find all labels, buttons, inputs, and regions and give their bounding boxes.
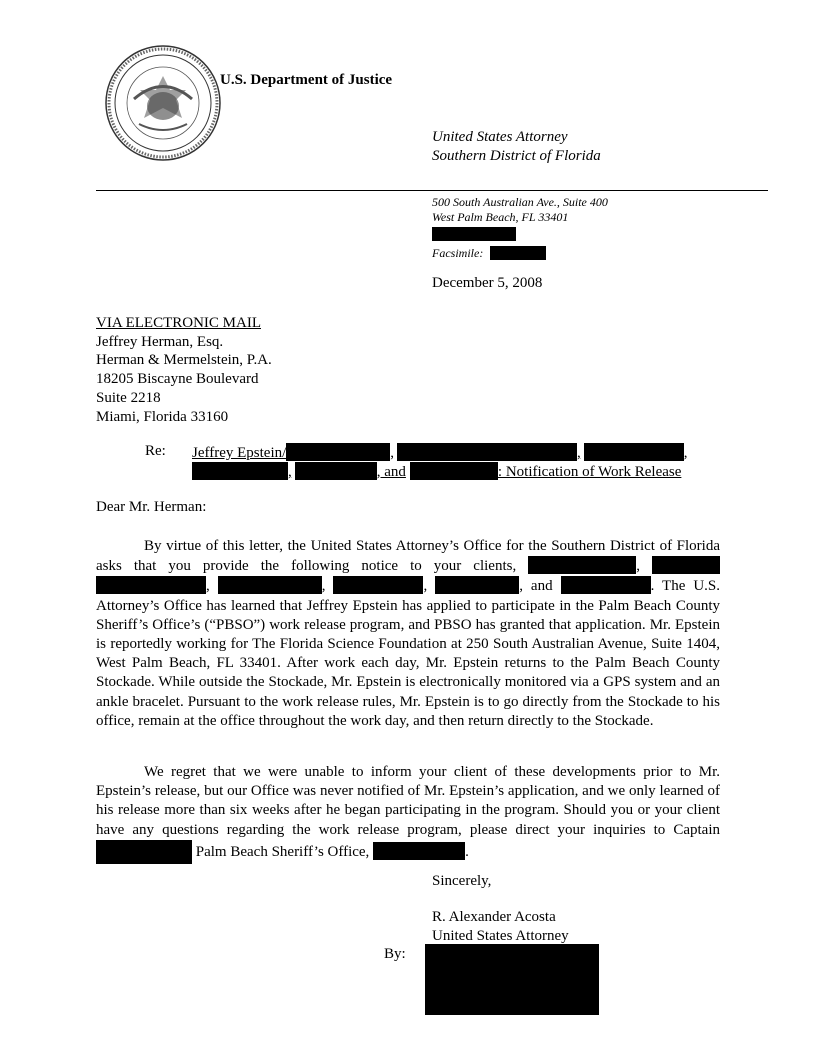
- re-separator: ,: [577, 445, 581, 461]
- p1-text-b: . The U.S. Attorney’s Office has learned that Jeffrey Epstein has applied to participate in the Palm Beach County Sheriff’s Office’s (“PBSO”) work release program, and PBSO has granted that application. Mr. Epstein is reportedly working for The Florida Science Foundation at 250 South Australian Avenue, Suite 1404, West Palm Beach, FL 33401. After work each day, Mr. Epstein returns to the Palm Beach County Stockade. While outside the Stockade, Mr. Epstein is electronically monitored via a GPS system and an ankle bracelet. Pursuant to the work release rules, Mr. Epstein is to go directly from the Stockade to his office, remain at the office throughout the work day, and then return directly to the Stockade.: [96, 578, 721, 729]
- redaction: [561, 576, 651, 594]
- p2-text-a: We regret that we were unable to inform your client of these developments prior to Mr. Epstein’s release, but our Office was never notified of Mr. Epstein’s application, and we only learned of his release more than six weeks after he began participating in the program. Should you or your client have any questions regarding the work release program, please direct your inquiries to Captain: [96, 764, 720, 838]
- recipient-name: Jeffrey Herman, Esq.: [96, 333, 224, 350]
- address-line-2: West Palm Beach, FL 33401: [432, 210, 569, 224]
- salutation: Dear Mr. Herman:: [96, 499, 207, 515]
- recipient-street: 18205 Biscayne Boulevard: [96, 371, 259, 388]
- re-label: Re:: [145, 443, 166, 459]
- p2-text-c: .: [465, 843, 469, 860]
- fax-label: Facsimile:: [432, 246, 484, 260]
- re-separator: ,: [683, 445, 688, 461]
- doj-seal-logo: [104, 44, 222, 162]
- address-line-1: 500 South Australian Ave., Suite 400: [432, 195, 608, 209]
- p1-sep: ,: [321, 578, 326, 595]
- recipient-suite: Suite 2218: [96, 389, 161, 406]
- body-paragraph-2: [96, 763, 720, 864]
- redacted-phone: [432, 227, 516, 241]
- redaction: [410, 462, 498, 480]
- redacted-fax: [490, 246, 546, 260]
- redaction: [96, 840, 192, 864]
- p1-sep: ,: [636, 558, 640, 575]
- re-prefix: Jeffrey Epstein/: [192, 445, 287, 461]
- letterhead-divider: [96, 190, 768, 191]
- body-paragraph-1: [96, 537, 720, 731]
- letter-date: December 5, 2008: [432, 275, 543, 291]
- re-separator: ,: [390, 445, 395, 461]
- delivery-method: VIA ELECTRONIC MAIL: [96, 315, 261, 331]
- redaction: [96, 576, 206, 594]
- redacted-signature: [425, 944, 599, 1015]
- recipient-firm: Herman & Mermelstein, P.A.: [96, 352, 272, 369]
- redaction: [286, 443, 390, 461]
- signer-title: United States Attorney: [432, 928, 569, 944]
- re-line-2: [192, 462, 681, 481]
- p1-sep: ,: [206, 578, 210, 595]
- redaction: [528, 556, 636, 574]
- p2-text-b: Palm Beach Sheriff’s Office,: [195, 843, 370, 860]
- re-separator: ,: [288, 464, 292, 480]
- redaction: [373, 842, 465, 860]
- recipient-city: Miami, Florida 33160: [96, 408, 229, 425]
- closing-sincerely: Sincerely,: [432, 873, 492, 889]
- office-heading: [432, 128, 601, 166]
- by-label: By:: [384, 946, 406, 962]
- redaction: [397, 443, 577, 461]
- recipient-block: [96, 314, 272, 426]
- office-line-1: United States Attorney: [432, 129, 568, 145]
- re-and: , and: [376, 464, 406, 480]
- redaction: [218, 576, 322, 594]
- redaction: [652, 556, 720, 574]
- signer-name: R. Alexander Acosta: [432, 909, 556, 925]
- redaction: [435, 576, 519, 594]
- re-line-1: [192, 443, 688, 462]
- office-line-2: Southern District of Florida: [432, 148, 601, 164]
- redaction: [584, 443, 684, 461]
- p1-sep: ,: [423, 578, 428, 595]
- redaction: [295, 462, 377, 480]
- office-address: [432, 195, 608, 261]
- redaction: [192, 462, 288, 480]
- p1-text-a: By virtue of this letter, the United States Attorney’s Office for the Southern District of Florida asks that you provide the following notice to your clients,: [96, 538, 720, 575]
- p1-and: , and: [519, 578, 553, 595]
- redaction: [333, 576, 423, 594]
- re-suffix: : Notification of Work Release: [497, 464, 682, 480]
- department-name: U.S. Department of Justice: [220, 72, 393, 88]
